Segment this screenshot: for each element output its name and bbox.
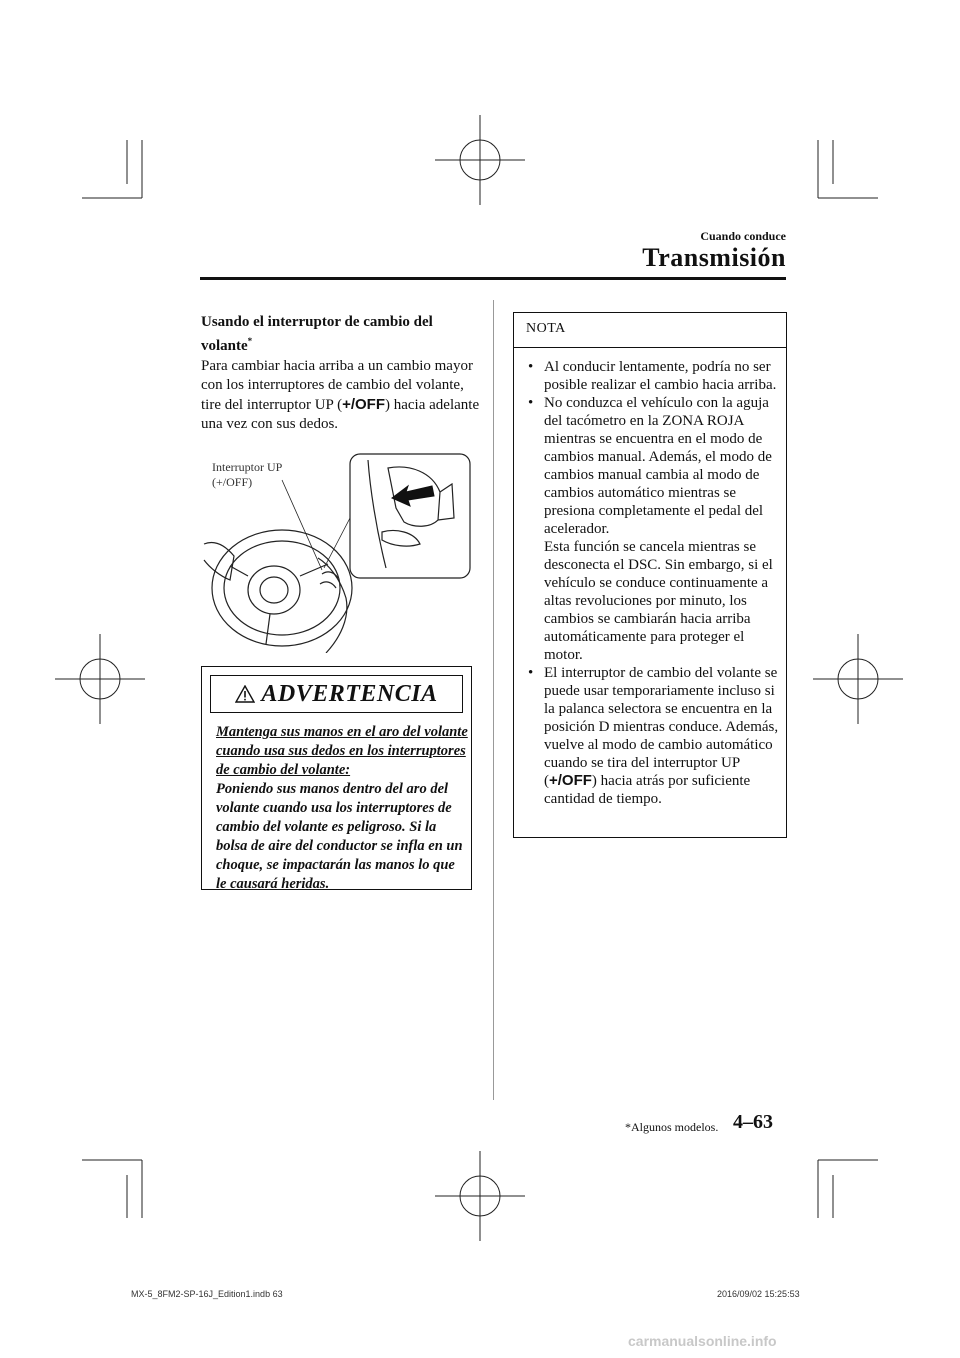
intro-paragraph (201, 357, 481, 434)
callout-line-1: Interruptor UP (212, 460, 283, 474)
print-slug-file: MX-5_8FM2-SP-16J_Edition1.indb 63 (131, 1289, 283, 1299)
inset-frame (350, 454, 470, 578)
some-models-mark: * (247, 336, 253, 346)
page-number: 4–63 (733, 1111, 773, 1133)
note-item-text: Al conducir lentamente, podría no ser posible realizar el cambio hacia arriba. (544, 359, 777, 393)
note-item (528, 664, 782, 808)
note-list (528, 358, 782, 808)
wheel-rim (212, 530, 352, 646)
warning-text (216, 723, 468, 894)
subheading-text: Usando el interruptor de cambio del volante (201, 314, 433, 354)
warning-triangle-icon (235, 685, 255, 703)
watermark: carmanualsonline.info (628, 1333, 777, 1349)
up-switch-key-label: +/OFF (549, 772, 592, 789)
bullet: • (528, 359, 534, 375)
paragraph-text-end: ) hacia adelante una vez con sus dedos. (201, 397, 480, 432)
note-item-text: El interruptor de cambio del volante se puede usar temporariamente incluso si la palanca selectora se encuentra en la posición D mientras conduce. Además, vuelve al modo de cambio automático cuando se tira del interruptor UP ( (544, 665, 779, 789)
warning-title: ADVERTENCIA (261, 680, 438, 707)
note-item-text: No conduzca el vehículo con la aguja del tacómetro en la ZONA ROJA mientras se encuentra en el modo de cambios manual. Además, el modo de cambios manual cambia al modo de cambios automático mientras se presiona completamente el pedal del acelerador. (544, 395, 772, 537)
column-divider (493, 300, 494, 1100)
bullet: • (528, 665, 534, 681)
note-item-text: Esta función se cancela mientras se desconecta el DSC. Sin embargo, si el vehículo se conduce continuamente a altas revoluciones por minuto, los cambios se cambiarán hacia arriba automáticamente para proteger el motor. (544, 539, 773, 663)
note-box (513, 312, 787, 838)
warning-header (210, 675, 463, 713)
warning-lead: Mantenga sus manos en el aro del volante cuando usa sus dedos en los interruptores de cambio del volante: (216, 724, 468, 778)
note-title: NOTA (526, 321, 566, 336)
footnote: *Algunos modelos. (625, 1120, 719, 1134)
figure-callout (212, 460, 282, 490)
header-rule (200, 277, 786, 280)
note-item (528, 394, 782, 664)
note-rule (514, 347, 786, 348)
page-title: Transmisión (642, 243, 786, 272)
up-switch-key-label: +/OFF (342, 396, 385, 413)
warning-body: Poniendo sus manos dentro del aro del volante cuando usa los interruptores de cambio del volante es peligroso. Si la bolsa de aire del conductor se infla en un choque, se impactarán las manos lo que le causará heridas. (216, 781, 463, 892)
pull-arrow-icon (392, 486, 434, 506)
bullet: • (528, 395, 534, 411)
wheel-hub (248, 566, 300, 614)
callout-line-2: (+/OFF) (212, 475, 253, 489)
paragraph-text: Para cambiar hacia arriba a un cambio mayor con los interruptores de cambio del volante, tire del interruptor UP ( (201, 358, 473, 413)
subheading (201, 313, 481, 356)
section-label: Cuando conduce (700, 229, 786, 243)
note-item (528, 358, 782, 394)
note-item-text-end: ) hacia atrás por suficiente cantidad de tiempo. (544, 773, 751, 807)
warning-box (201, 666, 472, 890)
callout-leader (282, 480, 322, 570)
print-slug-date: 2016/09/02 15:25:53 (717, 1289, 800, 1299)
